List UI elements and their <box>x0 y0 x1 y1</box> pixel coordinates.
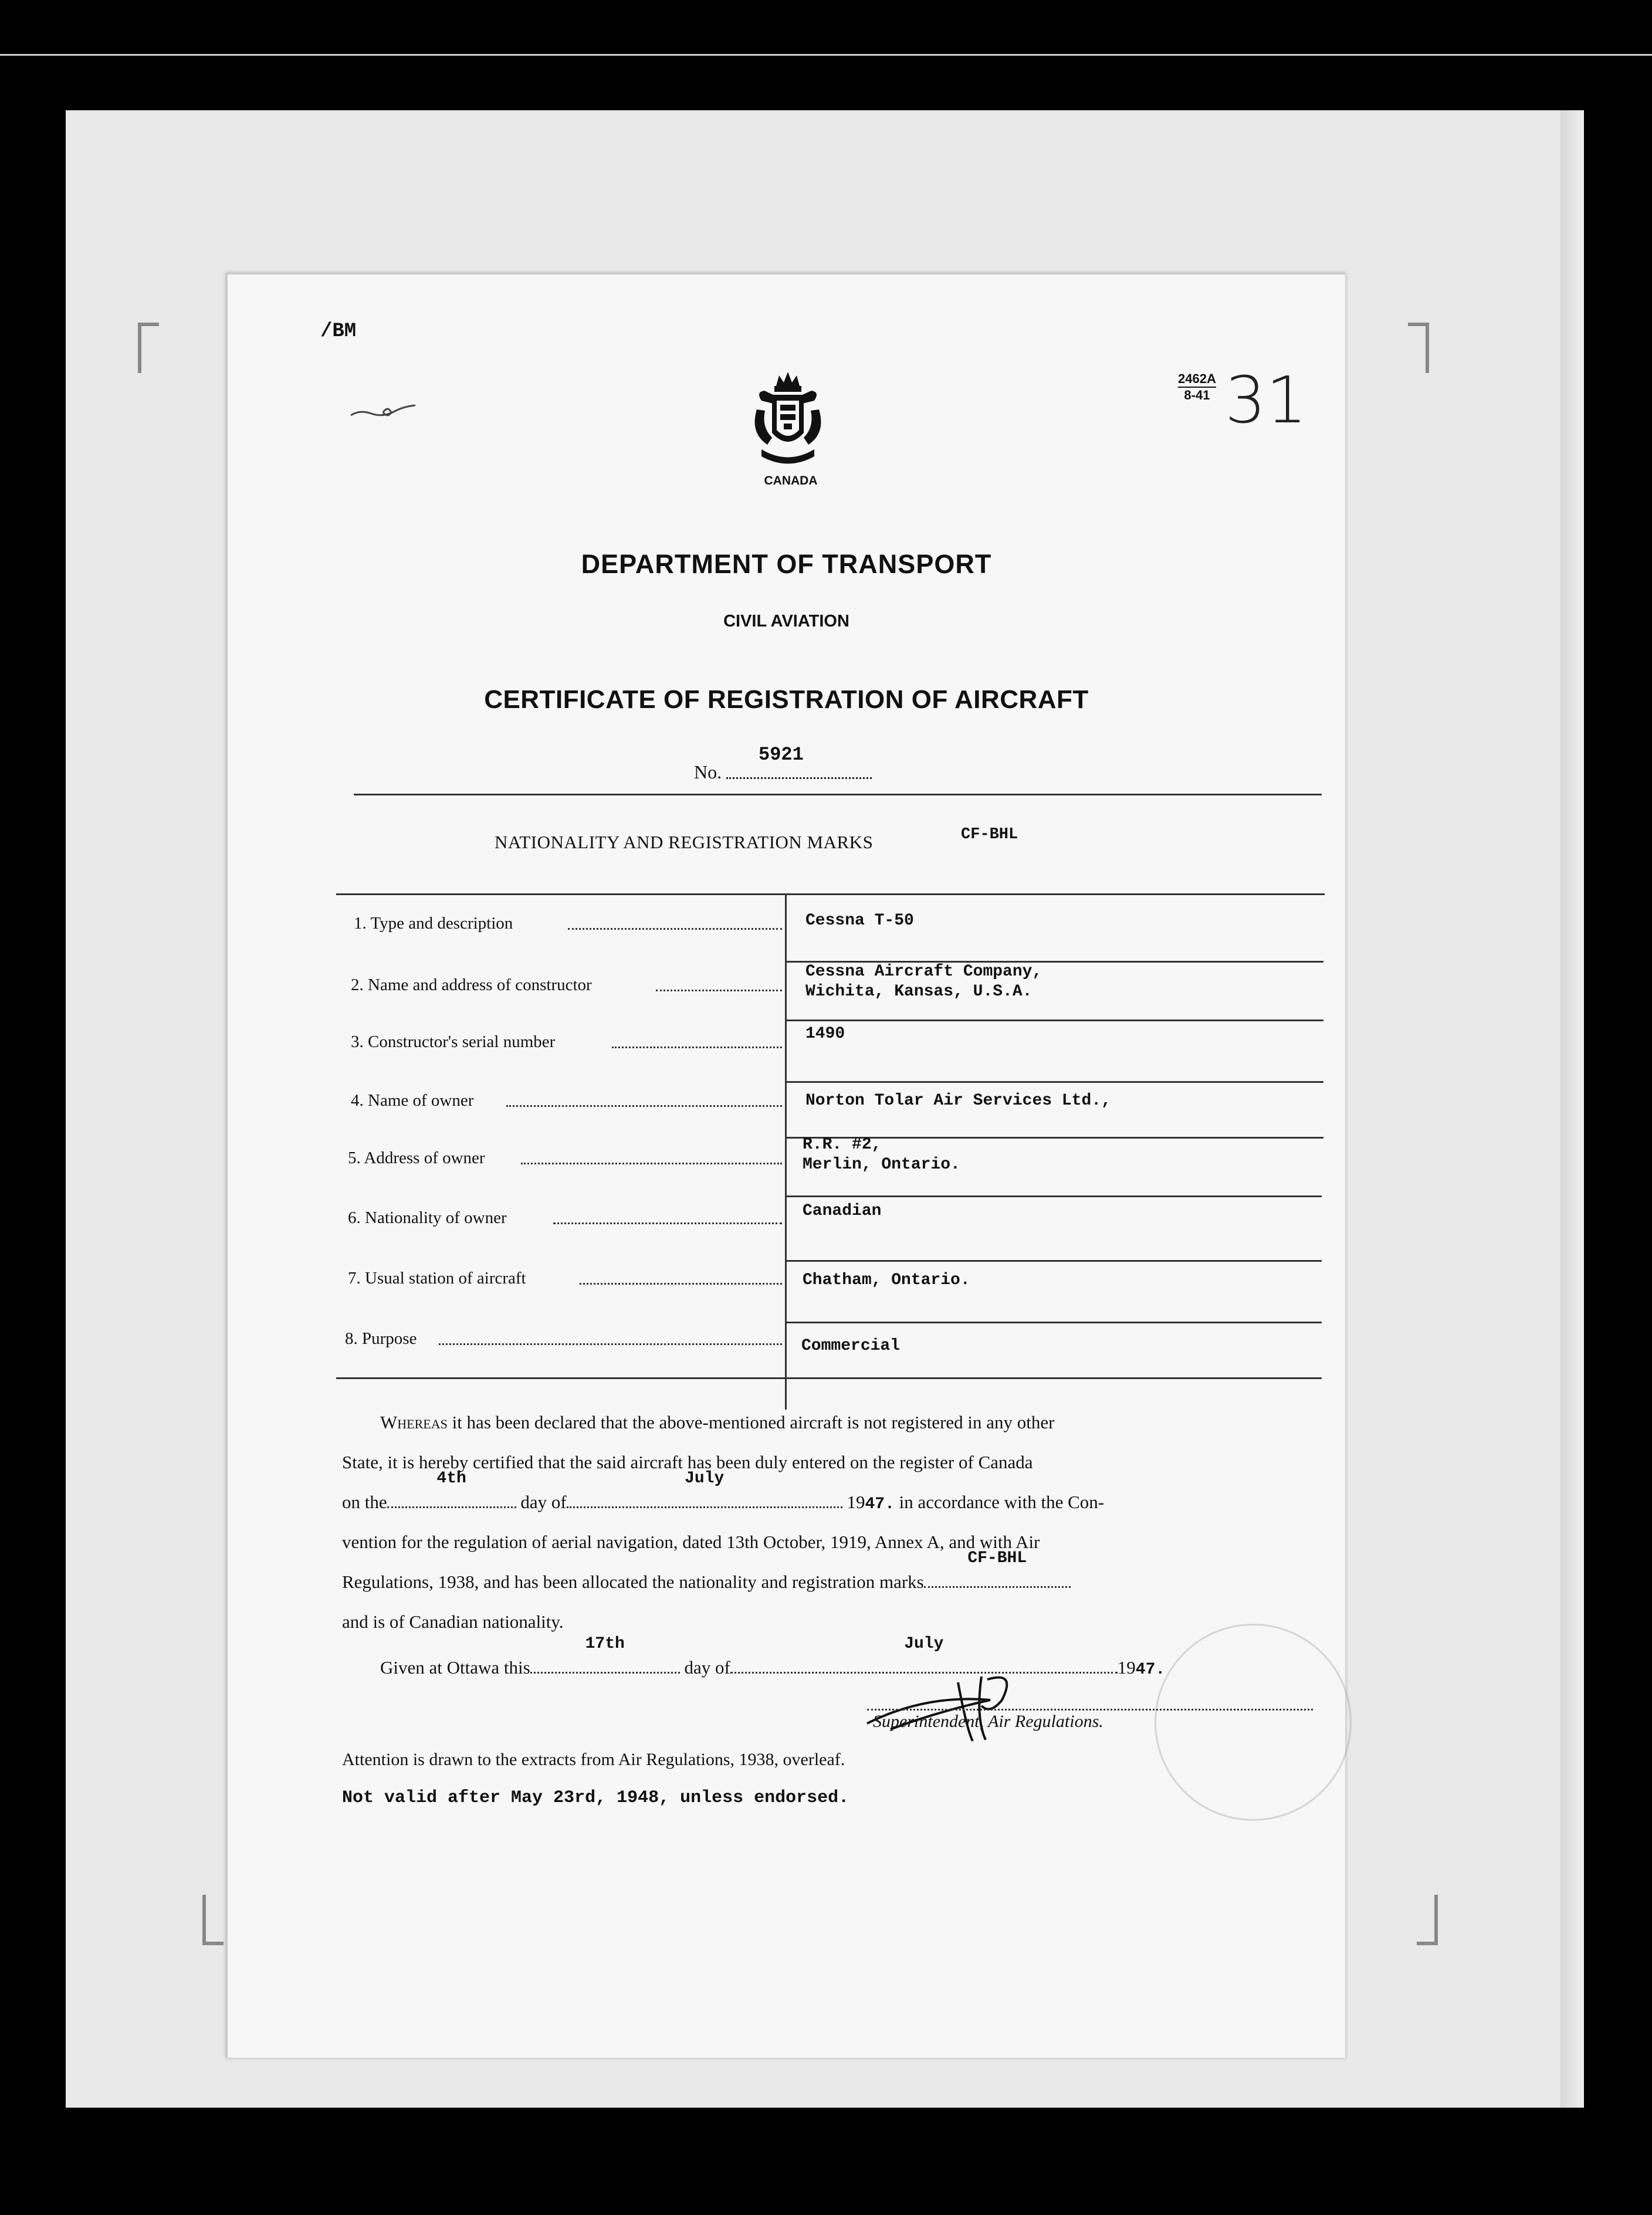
film-edge-shadow <box>1560 110 1584 2108</box>
crop-mark-bottom-right <box>1417 1895 1438 1945</box>
certification-line-5 <box>342 1549 1071 1604</box>
field-value-purpose: Commercial <box>801 1337 901 1355</box>
form-number-date: 8-41 <box>1184 388 1210 402</box>
field-dots <box>568 926 782 930</box>
certification-line-4: vention for the regulation of aerial navigation, dated 13th October, 1919, Annex A, and with Air <box>342 1532 1040 1552</box>
certificate-number-dotted-line <box>726 775 872 779</box>
field-dots <box>580 1281 782 1285</box>
given-at-text: Given at Ottawa this <box>380 1657 530 1678</box>
certification-line-6: and is of Canadian nationality. <box>342 1611 564 1632</box>
crop-mark-bottom-left <box>202 1895 224 1945</box>
given-day-fill <box>530 1635 680 1674</box>
signature <box>855 1659 1055 1747</box>
entered-day: 4th <box>436 1469 466 1488</box>
nationality-marks-value: CF-BHL <box>961 826 1018 844</box>
given-day-of-text: day of <box>684 1657 730 1678</box>
entered-month: July <box>685 1469 725 1488</box>
row-rule <box>785 1322 1322 1323</box>
row-rule <box>785 1260 1322 1262</box>
canada-coat-of-arms-icon <box>744 368 832 471</box>
field-dots <box>612 1044 782 1048</box>
signatory-title: Superintendent, Air Regulations. <box>873 1712 1103 1731</box>
field-label-nationality: 6. Nationality of owner <box>348 1208 507 1227</box>
field-value-owner-address: R.R. #2, Merlin, Ontario. <box>803 1136 960 1174</box>
film-top-rule <box>0 54 1652 56</box>
signature-dotted-line <box>867 1709 1313 1711</box>
table-bottom-rule <box>336 1377 1322 1379</box>
certification-line-5-text: Regulations, 1938, and has been allocated the nationality and registration marks <box>342 1572 924 1592</box>
given-month: July <box>904 1635 944 1653</box>
department-title: DEPARTMENT OF TRANSPORT <box>581 549 992 579</box>
field-label-owner: 4. Name of owner <box>351 1091 474 1110</box>
row-rule <box>787 1081 1323 1083</box>
certification-line-2: State, it is hereby certified that the said aircraft has been duly entered on the register of Canada <box>342 1452 1033 1472</box>
certificate-number: 5921 <box>759 744 804 766</box>
given-year: 47. <box>1135 1661 1166 1679</box>
given-year-prefix: 19 <box>1117 1657 1136 1678</box>
field-value-station: Chatham, Ontario. <box>803 1271 970 1289</box>
crop-mark-top-left <box>138 323 159 373</box>
certification-line-3 <box>342 1469 1105 1526</box>
pencil-scribble-icon <box>348 395 424 424</box>
row-rule <box>787 1020 1323 1021</box>
validity-note: Not valid after May 23rd, 1948, unless endorsed. <box>342 1788 849 1808</box>
field-dots <box>506 1103 782 1107</box>
form-number <box>1178 371 1216 403</box>
faint-seal-stamp <box>1155 1624 1352 1821</box>
field-label-owner-address: 5. Address of owner <box>348 1149 485 1167</box>
entered-month-fill <box>567 1469 842 1508</box>
table-column-divider <box>785 893 787 1410</box>
marks-value: CF-BHL <box>967 1549 1027 1567</box>
row-rule <box>785 1195 1322 1197</box>
page-number: 31 <box>1225 363 1307 438</box>
field-value-owner: Norton Tolar Air Services Ltd., <box>805 1092 1111 1110</box>
form-number-code: 2462A <box>1178 371 1216 388</box>
certificate-title: CERTIFICATE OF REGISTRATION OF AIRCRAFT <box>484 685 1089 714</box>
day-of-text: day of <box>520 1492 567 1512</box>
field-label-station: 7. Usual station of aircraft <box>348 1269 526 1288</box>
field-dots <box>521 1160 782 1164</box>
certification-line-1-text: it has been declared that the above-mentioned aircraft is not registered in any other <box>452 1412 1055 1432</box>
given-day: 17th <box>585 1635 625 1653</box>
field-value-serial: 1490 <box>805 1025 845 1043</box>
certificate-number-label: No. <box>694 761 722 783</box>
year-prefix: 19 <box>847 1492 865 1512</box>
nationality-marks-label: NATIONALITY AND REGISTRATION MARKS <box>495 832 874 852</box>
entered-day-fill <box>387 1469 516 1508</box>
attention-note: Attention is drawn to the extracts from Air Regulations, 1938, overleaf. <box>342 1750 845 1769</box>
certification-line-3-tail: in accordance with the Con- <box>899 1492 1105 1512</box>
certificate-sheet <box>226 273 1345 2058</box>
field-label-type: 1. Type and description <box>354 914 513 933</box>
field-label-constructor: 2. Name and address of constructor <box>351 976 592 994</box>
on-the-text: on the <box>342 1492 387 1512</box>
entered-year: 47. <box>865 1495 895 1513</box>
field-dots <box>439 1341 782 1345</box>
country-label: CANADA <box>764 474 818 487</box>
crop-mark-top-right <box>1408 323 1429 373</box>
field-value-constructor: Cessna Aircraft Company, Wichita, Kansas, U.S.A. <box>805 963 1042 1001</box>
header-rule <box>354 794 1322 795</box>
field-dots <box>656 987 782 991</box>
field-dots <box>553 1220 782 1224</box>
table-top-rule <box>336 893 1325 895</box>
corner-mark: /BM <box>320 320 357 343</box>
marks-fill <box>924 1549 1071 1588</box>
field-label-purpose: 8. Purpose <box>345 1329 417 1348</box>
field-label-serial: 3. Constructor's serial number <box>351 1032 556 1051</box>
field-value-type: Cessna T-50 <box>805 912 914 930</box>
certification-line-1 <box>380 1401 1054 1444</box>
field-value-nationality: Canadian <box>803 1202 882 1220</box>
branch-title: CIVIL AVIATION <box>723 612 849 631</box>
whereas-lead: Whereas <box>380 1412 448 1432</box>
